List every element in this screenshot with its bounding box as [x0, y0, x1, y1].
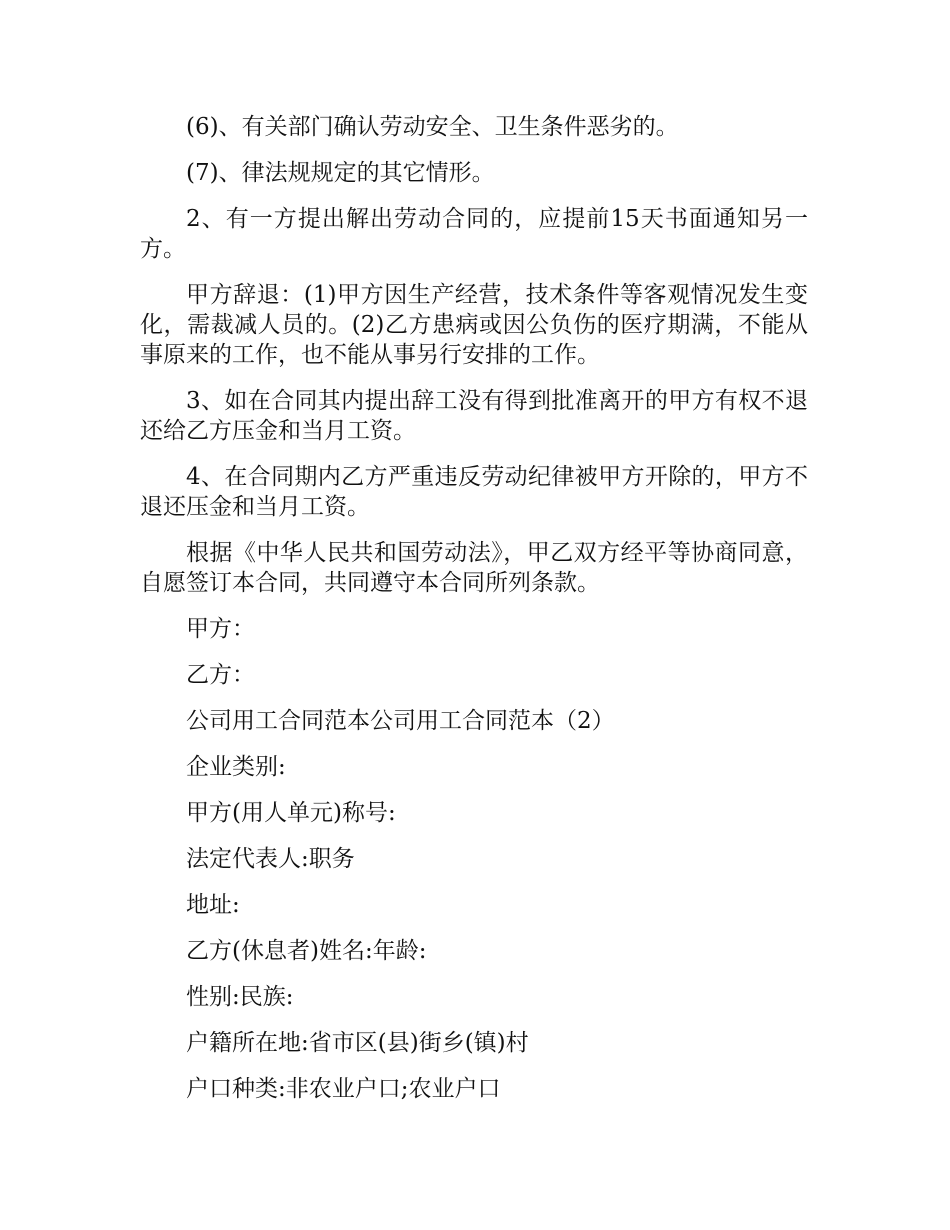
section-title: 公司用工合同范本公司用工合同范本（2）	[186, 708, 615, 734]
clause-7: (7)、律法规规定的其它情形。	[186, 160, 495, 186]
document-body	[140, 112, 808, 1120]
party-b-name-age-field: 乙方(休息者)姓名:年龄:	[186, 938, 427, 964]
agreement-statement: 根据《中华人民共和国劳动法》，甲乙双方经平等协商同意，自愿签订本合同，共同遵守本合同所列条款。	[140, 540, 808, 596]
clause-6: (6)、有关部门确认劳动安全、卫生条件恶劣的。	[186, 114, 679, 140]
party-b-signature-line: 乙方：	[186, 662, 255, 688]
address-field: 地址:	[186, 892, 240, 918]
clause-2-notice: 2、有一方提出解出劳动合同的，应提前15天书面通知另一方。	[140, 206, 808, 262]
dismissal-paragraph: 甲方辞退：(1)甲方因生产经营，技术条件等客观情况发生变化，需裁减人员的。(2)乙方患病或因公负伤的医疗期满，不能从事原来的工作，也不能从事另行安排的工作。	[140, 282, 808, 368]
party-a-name-field: 甲方(用人单元)称号:	[186, 800, 396, 826]
household-registration-field: 户籍所在地:省市区(县)街乡(镇)村	[186, 1030, 529, 1056]
gender-ethnicity-field: 性别:民族:	[186, 984, 294, 1010]
clause-3-resignation: 3、如在合同其内提出辞工没有得到批准离开的甲方有权不退还给乙方压金和当月工资。	[140, 388, 808, 444]
household-type-field: 户口种类:非农业户口;农业户口	[186, 1076, 501, 1102]
enterprise-type-field: 企业类别:	[186, 754, 286, 780]
party-a-signature-line: 甲方：	[186, 616, 255, 642]
clause-4-expulsion: 4、在合同期内乙方严重违反劳动纪律被甲方开除的，甲方不退还压金和当月工资。	[140, 464, 808, 520]
legal-representative-field: 法定代表人:职务	[186, 846, 355, 872]
